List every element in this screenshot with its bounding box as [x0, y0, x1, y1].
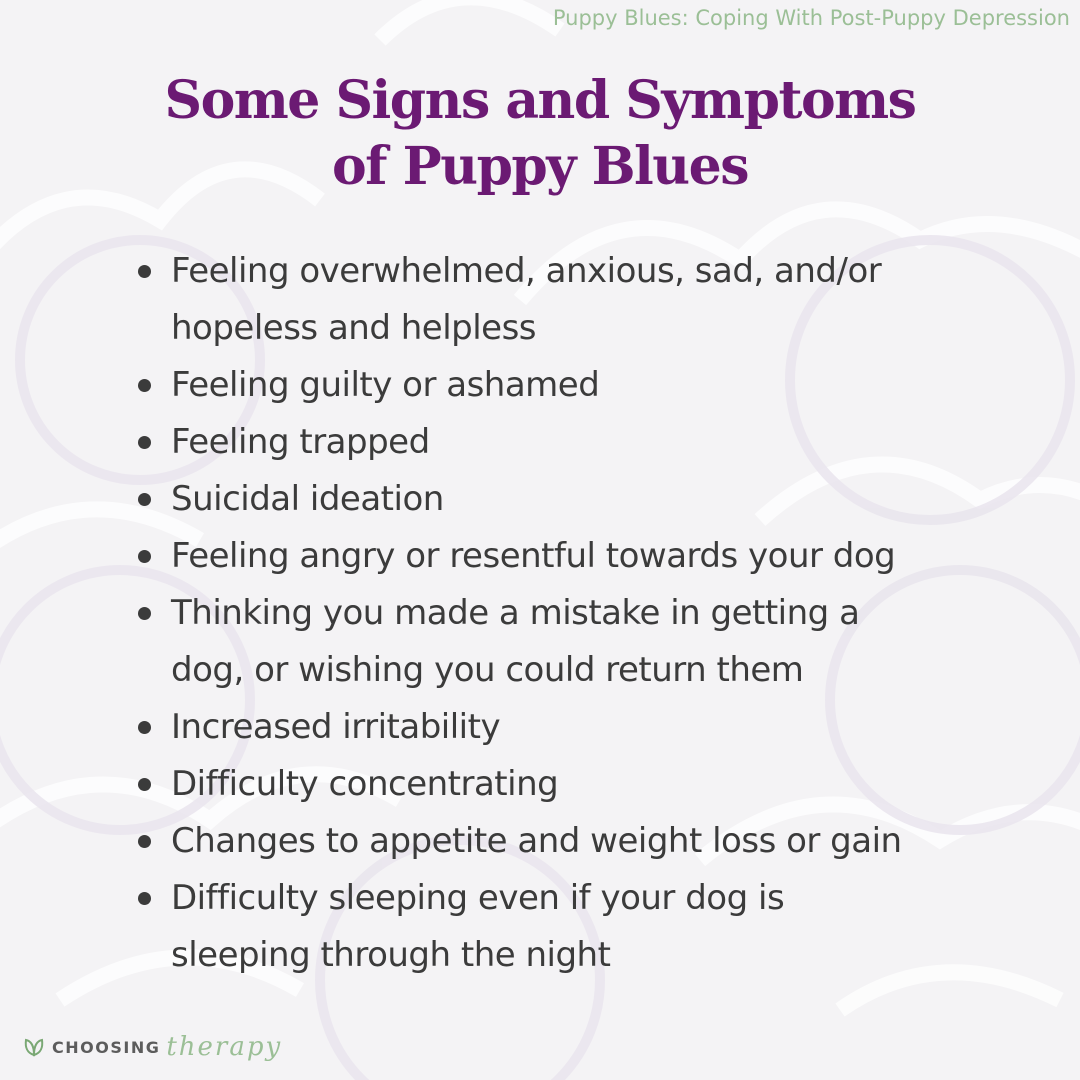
- list-item: [135, 414, 1045, 471]
- list-item-line: Thinking you made a mistake in getting a: [171, 593, 860, 633]
- bullet-icon: [138, 607, 151, 620]
- bullet-icon: [138, 778, 151, 791]
- list-item-line: Increased irritability: [171, 707, 501, 747]
- list-item-line: hopeless and helpless: [171, 308, 537, 348]
- list-item-line: Difficulty concentrating: [171, 764, 559, 804]
- list-item-line: Feeling trapped: [171, 422, 430, 462]
- brand-name-choosing: CHOOSING: [52, 1037, 161, 1057]
- page-heading: [60, 68, 1020, 200]
- list-item-line: Difficulty sleeping even if your dog is: [171, 878, 785, 918]
- bullet-icon: [138, 835, 151, 848]
- bullet-icon: [138, 493, 151, 506]
- list-item: [135, 471, 1045, 528]
- bullet-icon: [138, 892, 151, 905]
- list-item-line: sleeping through the night: [171, 935, 611, 975]
- list-item-line: Changes to appetite and weight loss or gain: [171, 821, 902, 861]
- brand-name-therapy: therapy: [166, 1032, 283, 1062]
- list-item: [135, 585, 1045, 699]
- list-item-line: Feeling angry or resentful towards your dog: [171, 536, 896, 576]
- list-item: [135, 756, 1045, 813]
- list-item-line: dog, or wishing you could return them: [171, 650, 804, 690]
- heading-line-2: of Puppy Blues: [332, 136, 748, 197]
- list-item-line: Suicidal ideation: [171, 479, 444, 519]
- list-item: [135, 357, 1045, 414]
- symptom-list: [135, 243, 1045, 984]
- leaf-logo-icon: [22, 1035, 46, 1059]
- list-item: [135, 243, 1045, 357]
- list-item-line: Feeling guilty or ashamed: [171, 365, 600, 405]
- heading-line-1: Some Signs and Symptoms: [164, 70, 916, 131]
- list-item: [135, 528, 1045, 585]
- bullet-icon: [138, 550, 151, 563]
- list-item: [135, 870, 1045, 984]
- bullet-icon: [138, 265, 151, 278]
- brand-logo: [22, 1032, 282, 1062]
- bullet-icon: [138, 379, 151, 392]
- article-title: Puppy Blues: Coping With Post-Puppy Depression: [552, 6, 1070, 30]
- list-item: [135, 813, 1045, 870]
- list-item-line: Feeling overwhelmed, anxious, sad, and/or: [171, 251, 882, 291]
- list-item: [135, 699, 1045, 756]
- bullet-icon: [138, 721, 151, 734]
- bullet-icon: [138, 436, 151, 449]
